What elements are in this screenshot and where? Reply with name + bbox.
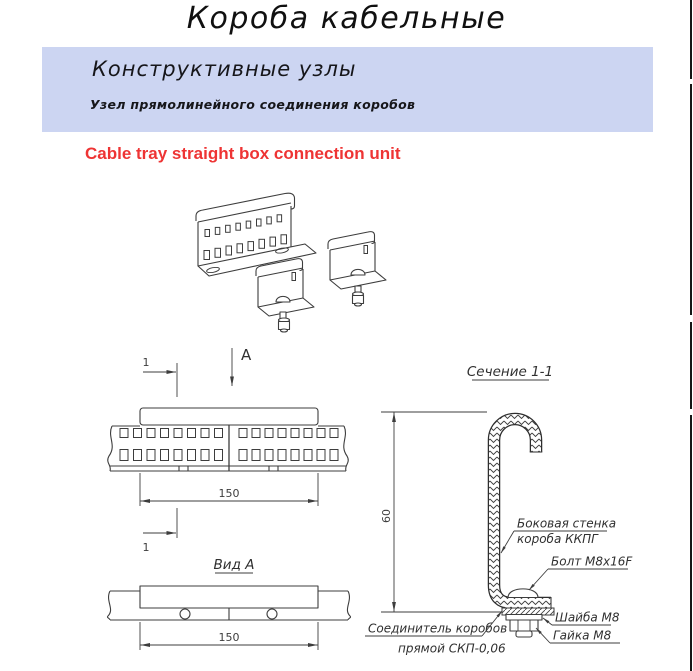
page-title: Короба кабельные — [186, 1, 507, 36]
bolt-tip — [516, 631, 532, 637]
iso-bracket-left — [256, 258, 314, 332]
section-dim-value: 60 — [380, 509, 393, 523]
section-view — [365, 364, 633, 656]
callout-text: Боковая стенка — [517, 516, 617, 531]
callout-text: Шайба М8 — [555, 610, 620, 625]
view-a-dimension — [140, 622, 318, 650]
washer — [506, 615, 542, 621]
plan-dim-value: 150 — [218, 487, 240, 500]
section-mark-bottom — [143, 508, 178, 554]
section-mark-label: 1 — [142, 541, 150, 554]
bolt-hole — [180, 609, 190, 619]
section-panel — [42, 47, 653, 132]
english-heading: Cable tray straight box connection unit — [85, 144, 401, 163]
view-a — [107, 557, 350, 650]
connector-plate-top — [140, 586, 318, 608]
view-a-dim-value: 150 — [218, 631, 240, 644]
tray-wall-profile — [494, 419, 551, 609]
break-line — [347, 591, 350, 620]
view-arrow-label: А — [241, 346, 252, 364]
bolt-head — [508, 589, 538, 598]
section-mark-label: 1 — [142, 356, 150, 369]
callout-text: прямой СКП-0,06 — [398, 641, 506, 656]
technical-drawing — [0, 180, 693, 671]
page-border-segment — [690, 0, 692, 79]
callout-bolt — [529, 555, 633, 591]
callout-washer — [543, 611, 620, 626]
section-panel-subtitle: Узел прямолинейного соединения коробов — [90, 97, 416, 112]
plan-view — [108, 346, 349, 554]
break-line — [108, 426, 112, 471]
isometric-view — [196, 193, 386, 332]
callout-text: Соединитель коробов — [368, 621, 508, 636]
bolt-hole — [267, 609, 277, 619]
callout-nut — [536, 628, 620, 643]
section-panel-title: Конструктивные узлы — [92, 57, 357, 81]
plan-dimension — [140, 473, 318, 506]
section-height-dimension — [380, 412, 504, 612]
callout-text: короба ККПГ — [517, 532, 598, 546]
callout-text: Болт М8х16F — [551, 554, 633, 569]
break-line — [107, 591, 110, 620]
view-direction-arrow — [232, 346, 252, 386]
section-mark-top — [143, 356, 178, 397]
view-a-title: Вид А — [213, 557, 255, 573]
callout-connector — [365, 611, 507, 656]
connector-plate-side — [140, 408, 318, 425]
callout-text: Гайка М8 — [553, 628, 612, 643]
iso-bracket-right — [328, 231, 386, 306]
callout-side-wall — [501, 517, 616, 554]
break-line — [344, 426, 348, 471]
iso-bolt-right — [351, 269, 365, 306]
nut — [510, 620, 538, 631]
section-title: Сечение 1-1 — [466, 364, 554, 380]
